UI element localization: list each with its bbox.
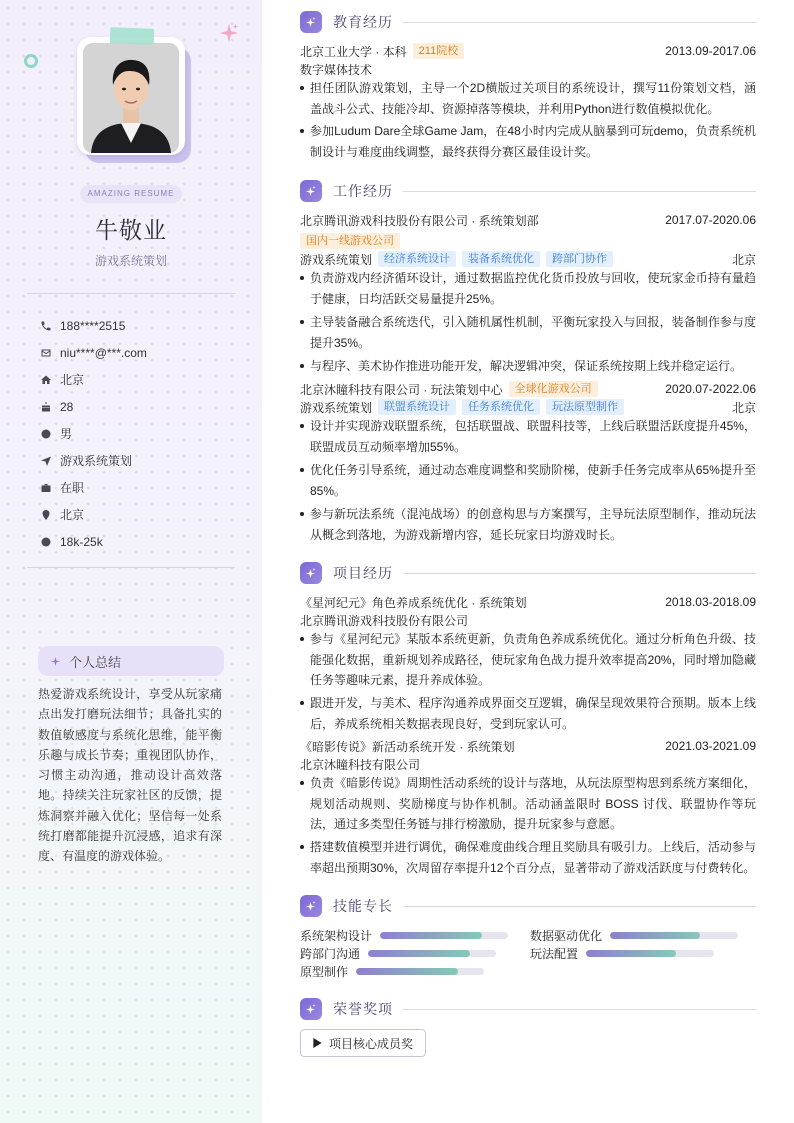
sparkle-icon [300,998,322,1020]
info-salary [40,528,147,555]
project-period: 2021.03-2021.09 [665,739,756,753]
company-tag: 国内一线游戏公司 [300,233,400,249]
decorative-ring [24,54,38,68]
school-name: 北京工业大学 · 本科 [300,44,407,59]
candidate-role: 游戏系统策划 [94,254,167,268]
section-project [300,562,756,584]
work-header [300,211,756,229]
honor-label: 项目核心成员奖 [329,1036,414,1051]
mail-icon [40,347,52,359]
education-major: 数字媒体技术 [300,62,373,77]
info-gender [40,420,147,447]
info-age [40,393,147,420]
skill-bar [586,950,714,957]
sparkle-icon [300,895,322,917]
project-header [300,737,756,755]
project-company-row [300,611,756,629]
work-role-row [300,250,756,268]
list-item: 参与新玩法系统（混沌战场）的创意构思与方案撰写，主导玩法原型制作，推动玩法从概念到落地，为游戏新增内容，延长玩家日均游戏时长。 [300,504,756,545]
section-title: 教育经历 [333,14,393,30]
company-name: 北京腾讯游戏科技股份有限公司 · 系统策划部 [300,213,539,228]
profile-photo [77,37,189,161]
info-home [40,366,147,393]
project-company: 北京腾讯游戏科技股份有限公司 [300,613,469,628]
avatar [83,43,179,153]
skill-bar [380,932,508,939]
skill-item [530,945,714,961]
sparkle-icon [50,656,61,667]
job-title: 游戏系统策划 [300,252,373,267]
skill-item [530,927,738,943]
resume-badge: AMAZING RESUME [80,185,182,203]
section-skills [300,895,756,917]
contact-info-list [40,312,147,555]
skill-name: 原型制作 [300,964,349,979]
info-email [40,339,147,366]
section-title: 技能专长 [333,898,393,914]
education-major-row [300,60,756,78]
education-period: 2013.09-2017.06 [665,44,756,58]
company-name: 北京沐瞳科技有限公司 · 玩法策划中心 [300,382,503,397]
section-title: 项目经历 [333,565,393,581]
gender-value: 男 [60,427,73,441]
summary-heading [38,646,224,676]
summary-text: 热爱游戏系统设计，享受从玩家痛点出发打磨玩法细节；具备扎实的数值敏感度与系统化思维，能平衡乐趣与成长节奏；重视团队协作，习惯主动沟通，推动设计高效落地。持续关注玩家社区的反馈，提炼洞察并融入优化；坚信每一处系统打磨都能提升沉浸感，追求有深度、有温度的游戏体验。 [38,687,222,864]
home-value: 北京 [60,373,85,387]
section-title: 荣誉奖项 [333,1001,393,1017]
skill-bar-fill [586,950,676,957]
list-item: 搭建数值模型并进行调优，确保难度曲线合理且奖励具有吸引力。上线后，活动参与率超出预期30%，次周留存率提升12个百分点，显著带动了游戏活跃度与付费转化。 [300,837,756,878]
sparkle-icon [300,562,322,584]
play-icon [313,1038,322,1048]
salary-icon [40,536,52,548]
skill-name: 玩法配置 [530,946,579,961]
project-name: 《星河纪元》角色养成系统优化 · 系统策划 [300,595,527,610]
project-header [300,593,756,611]
list-item: 主导装备融合系统迭代，引入随机属性机制，平衡玩家投入与回报，装备制作参与度提升35%。 [300,312,756,353]
skill-bar-fill [380,932,482,939]
email-value: niu****@***.com [60,345,147,360]
location-icon [40,509,52,521]
list-item: 负责游戏内经济循环设计，通过数据监控优化货币投放与回收，使玩家金币持有量趋于健康，日均活跃交易量提升25%。 [300,268,756,309]
work-city: 北京 [731,252,756,267]
gender-icon [40,428,52,440]
salary-value: 18k-25k [60,534,103,549]
project-period: 2018.03-2018.09 [665,595,756,609]
sparkle-icon [218,22,240,44]
school-tag: 211院校 [413,43,465,59]
skill-bar-fill [356,968,458,975]
summary-title: 个人总结 [69,654,122,670]
sparkle-icon [300,180,322,202]
skill-bar-fill [368,950,470,957]
phone-icon [40,320,52,332]
work-role-row [300,398,756,416]
list-item: 担任团队游戏策划，主导一个2D横版过关项目的系统设计，撰写11份策划文档，涵盖战斗公式、技能冷却、资源掉落等模块，并利用Python进行数值模拟优化。 [300,78,756,119]
section-work [300,180,756,202]
skill-tag: 跨部门协作 [546,251,613,267]
work-period: 2020.07-2022.06 [665,382,756,396]
list-item: 跟进开发，与美术、程序沟通养成界面交互逻辑，确保呈现效果符合预期。版本上线后，养成系统相关数据表现良好，受到玩家认可。 [300,693,756,734]
skill-tag: 装备系统优化 [462,251,540,267]
skill-item [300,963,484,979]
section-education [300,11,756,33]
candidate-name: 牛敬业 [95,217,167,243]
target-role-value: 游戏系统策划 [60,454,133,468]
company-tag-row [300,232,756,250]
location-value: 北京 [60,508,85,522]
info-status [40,474,147,501]
list-item: 参与《星河纪元》某版本系统更新，负责角色养成系统优化。通过分析角色升级、技能强化数据，重新规划养成路径，使玩家角色战力提升效率提高20%，同时增加隐藏任务等趣味元素，提升养成体验。 [300,629,756,691]
info-phone [40,312,147,339]
list-item: 负责《暗影传说》周期性活动系统的设计与落地，从玩法原型构思到系统方案细化，规划活动规则、奖励梯度与协作机制。活动涵盖限时 BOSS 讨伐、联盟协作等玩法，通过多类型任务链与排行榜激励，提升玩家参与意愿。 [300,773,756,835]
project-company-row [300,755,756,773]
skill-tag: 经济系统设计 [378,251,456,267]
work-header [300,380,756,398]
list-item: 与程序、美术协作推进功能开发，解决逻辑冲突，保证系统按期上线并稳定运行。 [300,356,756,377]
skill-item [300,927,508,943]
skill-tag: 玩法原型制作 [546,399,624,415]
education-header [300,42,756,60]
work-period: 2017.07-2020.06 [665,213,756,227]
skill-name: 数据驱动优化 [530,928,603,943]
cake-icon [40,401,52,413]
job-title: 游戏系统策划 [300,400,373,415]
section-title: 工作经历 [333,183,393,199]
status-value: 在职 [60,481,85,495]
skill-tag: 联盟系统设计 [378,399,456,415]
divider [27,567,235,568]
skill-bar [368,950,496,957]
company-tag: 全球化游戏公司 [509,381,598,397]
sparkle-icon [300,11,322,33]
project-name: 《暗影传说》新活动系统开发 · 系统策划 [300,739,515,754]
work-city: 北京 [731,400,756,415]
skill-item [300,945,496,961]
sidebar [0,0,262,1123]
skill-tag: 任务系统优化 [462,399,540,415]
home-icon [40,374,52,386]
project-company: 北京沐瞳科技有限公司 [300,757,421,772]
skill-bar-fill [610,932,700,939]
list-item: 设计并实现游戏联盟系统，包括联盟战、联盟科技等，上线后联盟活跃度提升45%，联盟成员互动频率增加55%。 [300,416,756,457]
skill-name: 系统架构设计 [300,928,373,943]
send-icon [40,455,52,467]
phone-value: 188****2515 [60,318,126,333]
briefcase-icon [40,482,52,494]
section-honors [300,998,756,1020]
list-item: 参加Ludum Dare全球Game Jam，在48小时内完成从脑暴到可玩demo，负责系统机制设计与难度曲线调整，最终获得分赛区最佳设计奖。 [300,121,756,162]
info-location [40,501,147,528]
list-item: 优化任务引导系统，通过动态难度调整和奖励阶梯，使新手任务完成率从65%提升至85%。 [300,460,756,501]
age-value: 28 [60,399,74,414]
skill-bar [356,968,484,975]
skill-name: 跨部门沟通 [300,946,361,961]
honor-item [300,1029,426,1057]
skill-bar [610,932,738,939]
info-target-role [40,447,147,474]
divider [27,293,235,294]
